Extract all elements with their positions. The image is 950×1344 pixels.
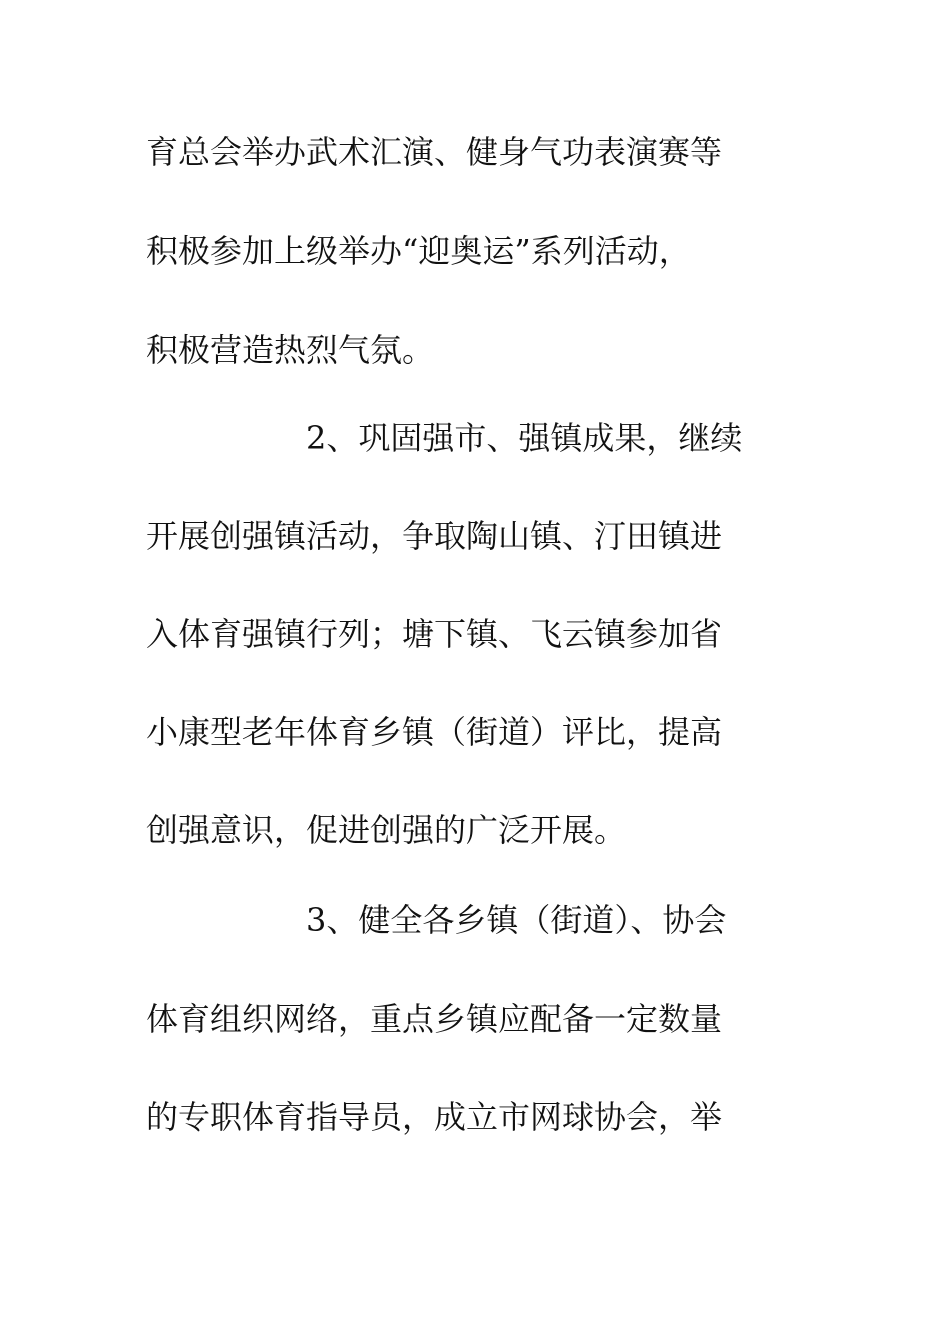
paragraph-line-11: 的专职体育指导员，成立市网球协会，举 [146,1098,723,1136]
paragraph-line-8: 创强意识，促进创强的广泛开展。 [146,811,627,849]
paragraph-line-1: 育总会举办武术汇演、健身气功表演赛等 [146,133,723,171]
paragraph-2-first-line: 2、巩固强市、强镇成果，继续 [306,419,743,457]
paragraph-line-6: 入体育强镇行列；塘下镇、飞云镇参加省 [146,615,723,653]
paragraph-line-2: 积极参加上级举办“迎奥运”系列活动， [146,232,691,270]
paragraph-3-first-line: 3、健全各乡镇（街道）、协会 [306,901,727,939]
paragraph-line-5: 开展创强镇活动，争取陶山镇、汀田镇进 [146,517,723,555]
paragraph-line-10: 体育组织网络，重点乡镇应配备一定数量 [146,1000,723,1038]
paragraph-line-7: 小康型老年体育乡镇（街道）评比，提高 [146,713,723,751]
paragraph-line-3: 积极营造热烈气氛。 [146,331,435,369]
